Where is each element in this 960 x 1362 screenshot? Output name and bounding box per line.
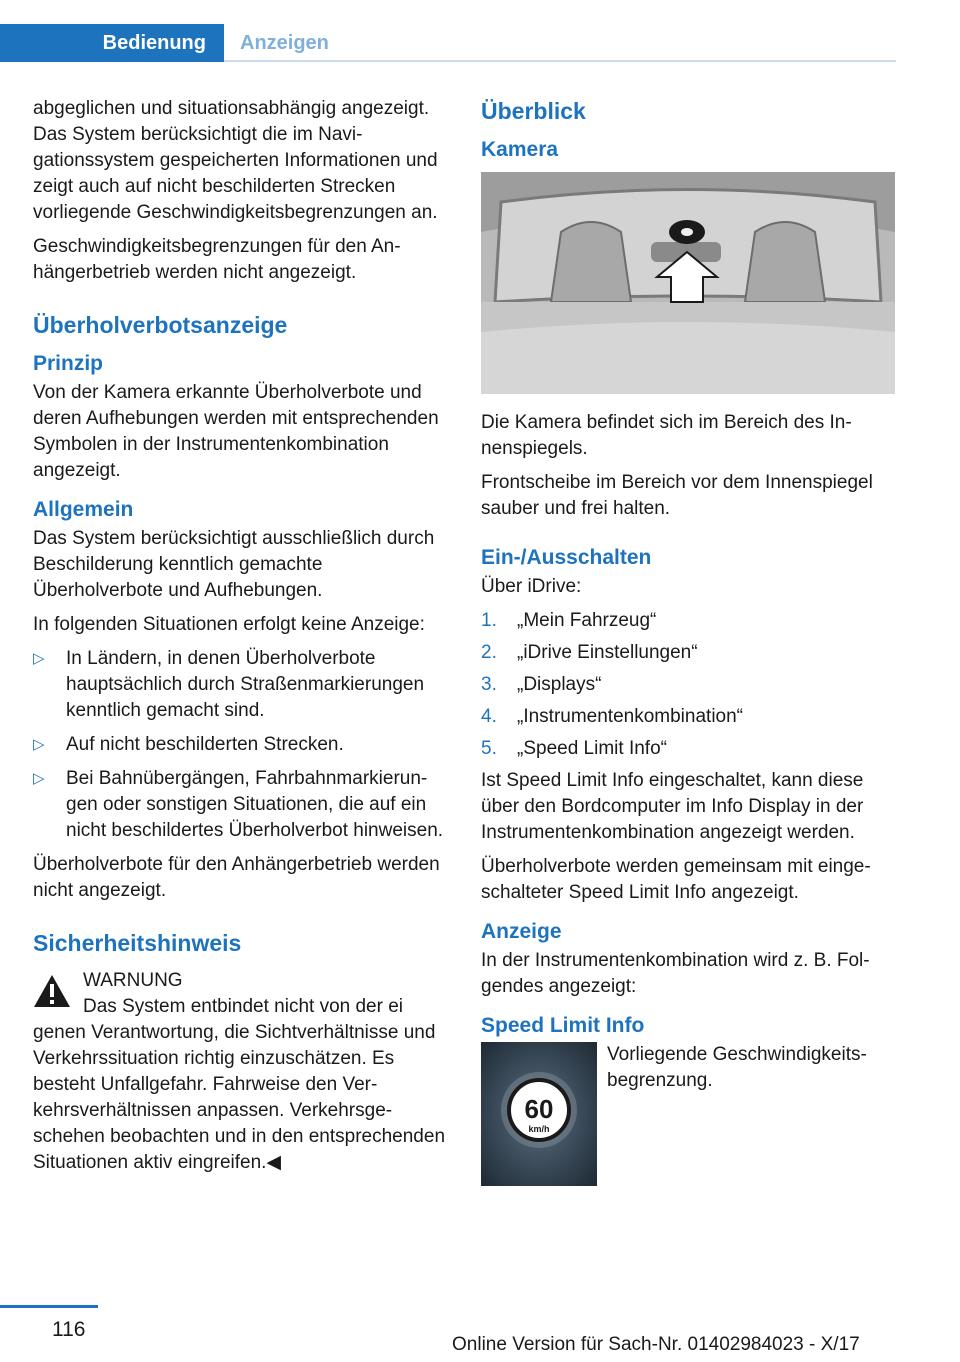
tab-bedienung[interactable]: Bedienung [0, 24, 224, 62]
header-divider [224, 60, 896, 62]
tab-anzeigen[interactable]: Anzeigen [240, 31, 329, 54]
paragraph: In der Instrumentenkombination wird z. B. Folgendes angezeigt: [481, 950, 870, 997]
warning-text: genen Verantwortung, die Sichtverhältnisse und Verkehrssituation richtig einzuschätzen. Es besteht Unfallgefahr. Fahrweise den Verkehrsverhältnissen anpassen. Verkehrsgeschehen beobachten und in den entsprechenden Situationen aktiv eingreifen.◀ [33, 1022, 446, 1173]
left-column [33, 96, 447, 1176]
heading-display: Anzeige [481, 920, 562, 943]
triangle-bullet-icon: ▷ [33, 770, 45, 787]
list-item: 5. „Speed Limit Info“ [481, 738, 667, 759]
list-item: ▷ In Ländern, in denen Überholverbote hauptsächlich durch Straßenmarkierungen kenntlich gemacht sind. [33, 648, 425, 721]
speed-unit: km/h [528, 1124, 550, 1134]
paragraph: Ist Speed Limit Info eingeschaltet, kann diese über den Bordcomputer im Info Display in der Instrumentenkombination angezeigt werden. [481, 770, 864, 843]
list-item: ▷ Bei Bahnübergängen, Fahrbahnmarkierungen oder sonstigen Situationen, die auf ein nicht beschildertes Überholverbot hinweisen. [33, 768, 444, 841]
triangle-bullet-icon: ▷ [33, 736, 45, 753]
camera-location-image [481, 172, 895, 394]
heading-camera: Kamera [481, 138, 559, 161]
paragraph: Über iDrive: [481, 576, 582, 597]
speed-limit-row [481, 1042, 895, 1186]
warning-triangle-icon [33, 974, 71, 1008]
heading-overtaking: Überholverbotsanzeige [33, 312, 288, 338]
page-number: 116 [52, 1318, 86, 1341]
paragraph: Frontscheibe im Bereich vor dem Innenspiegel sauber und frei halten. [481, 472, 873, 519]
speed-limit-sign-image [481, 1042, 597, 1186]
paragraph: In folgenden Situationen erfolgt keine Anzeige: [33, 614, 425, 635]
heading-overview: Überblick [481, 98, 586, 124]
situation-list [33, 646, 447, 844]
footer-divider [0, 1305, 98, 1308]
heading-speed-limit-info: Speed Limit Info [481, 1014, 645, 1037]
speed-value: 60 [524, 1094, 554, 1124]
right-column [481, 96, 895, 1186]
page-header [0, 0, 960, 64]
list-item: ▷ Auf nicht beschilderten Strecken. [33, 732, 447, 758]
paragraph: Überholverbote werden gemeinsam mit eingeschalteter Speed Limit Info angezeigt. [481, 856, 871, 903]
paragraph: Geschwindigkeitsbegrenzungen für den Anhängerbetrieb werden nicht angezeigt. [33, 236, 401, 283]
heading-general: Allgemein [33, 498, 134, 521]
heading-principle: Prinzip [33, 352, 104, 375]
warning-box [33, 968, 447, 1176]
list-item: 1. „Mein Fahrzeug“ [481, 610, 657, 631]
footer-note: Online Version für Sach-Nr. 01402984023 - X/17 [452, 1334, 860, 1355]
triangle-bullet-icon: ▷ [33, 650, 45, 667]
paragraph: Die Kamera befindet sich im Bereich des Innenspiegels. [481, 412, 852, 459]
paragraph: Überholverbote für den Anhängerbetrieb werden nicht angezeigt. [33, 854, 440, 901]
warning-text: Das System entbindet nicht von der ei [83, 996, 404, 1017]
warning-title: WARNUNG [83, 970, 183, 991]
paragraph: Das System berücksichtigt ausschließlich durch Beschilderung kenntlich gemachte Überholverbote und Aufhebungen. [33, 528, 435, 601]
heading-onoff: Ein-/Ausschalten [481, 546, 652, 569]
paragraph: Von der Kamera erkannte Überholverbote und deren Aufhebungen werden mit entsprechenden Symbolen in der Instrumentenkombination angezeigt. [33, 382, 439, 481]
paragraph: abgeglichen und situationsabhängig angezeigt. Das System berücksichtigt die im Navigationssystem gespeicherten Informationen und zeigt auch auf nicht beschilderten Strecken vorliegende Geschwindigkeitsbegrenzungen an. [33, 98, 438, 223]
heading-safety: Sicherheitshinweis [33, 930, 242, 956]
list-item: 4. „Instrumentenkombination“ [481, 706, 743, 727]
list-item: 2. „iDrive Einstellungen“ [481, 642, 698, 663]
paragraph: Vorliegende Geschwindigkeitsbegrenzung. [607, 1044, 867, 1091]
list-item: 3. „Displays“ [481, 674, 602, 695]
steps-list [481, 608, 895, 762]
